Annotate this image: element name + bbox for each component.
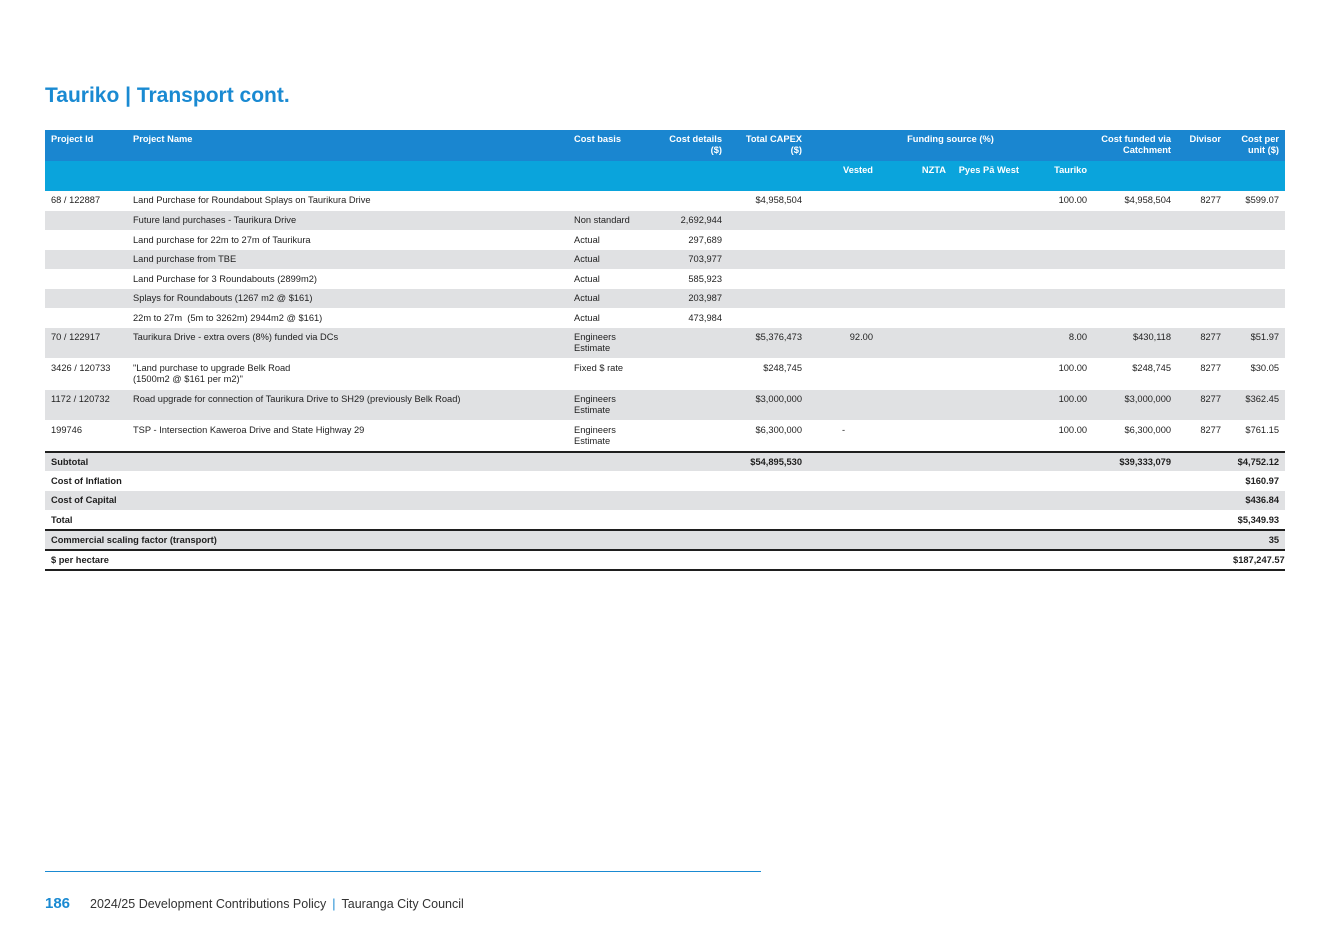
cost-funded (1093, 250, 1177, 270)
divisor: 8277 (1177, 359, 1227, 390)
project-id: 68 / 122887 (45, 191, 127, 211)
cost-details (653, 390, 728, 421)
project-id (45, 269, 127, 289)
cost-funded (1093, 269, 1177, 289)
total-capex (728, 269, 808, 289)
table-subheader-row (45, 161, 1285, 191)
cost-funded: $3,000,000 (1093, 390, 1177, 421)
tauriko: 100.00 (1025, 359, 1093, 390)
nzta (879, 211, 952, 231)
project-name: Land purchase for 22m to 27m of Taurikura (127, 230, 568, 250)
header-divisor: Divisor (1177, 130, 1227, 161)
cost-details: 473,984 (653, 308, 728, 328)
divisor (1177, 230, 1227, 250)
vested (808, 390, 879, 421)
subtotal-label: Subtotal (45, 452, 728, 472)
cost-basis: Engineers Estimate (568, 328, 653, 359)
inflation-label: Cost of Inflation (45, 471, 1227, 491)
divisor: 8277 (1177, 421, 1227, 452)
pyes-pa-west (952, 191, 1025, 211)
tauriko (1025, 211, 1093, 231)
project-name: Road upgrade for connection of Taurikura Drive to SH29 (previously Belk Road) (127, 390, 568, 421)
total-capex (728, 250, 808, 270)
pyes-pa-west (952, 390, 1025, 421)
cost-details: 297,689 (653, 230, 728, 250)
project-id (45, 211, 127, 231)
cost-per-unit (1227, 211, 1285, 231)
scaling-row (45, 530, 1285, 550)
cost-basis: Actual (568, 289, 653, 309)
cost-per-unit: $362.45 (1227, 390, 1285, 421)
total-label: Total (45, 510, 1227, 530)
header-cost-basis: Cost basis (568, 130, 653, 161)
cost-basis: Actual (568, 269, 653, 289)
cost-basis: Non standard (568, 211, 653, 231)
nzta (879, 328, 952, 359)
total-capex (728, 211, 808, 231)
tauriko: 8.00 (1025, 328, 1093, 359)
cost-per-unit (1227, 250, 1285, 270)
subtotal-funded: $39,333,079 (1093, 452, 1177, 472)
footer-divider (45, 871, 761, 872)
page-footer (45, 895, 464, 912)
cost-funded: $248,745 (1093, 359, 1177, 390)
tauriko: 100.00 (1025, 390, 1093, 421)
divisor (1177, 289, 1227, 309)
nzta (879, 191, 952, 211)
table-row (45, 390, 1285, 421)
cost-basis: Actual (568, 230, 653, 250)
project-id (45, 308, 127, 328)
total-capex: $4,958,504 (728, 191, 808, 211)
total-capex (728, 230, 808, 250)
table-row (45, 308, 1285, 328)
footer-organisation: Tauranga City Council (341, 897, 464, 911)
vested (808, 308, 879, 328)
scaling-value: 35 (1227, 530, 1285, 550)
project-id (45, 250, 127, 270)
cost-per-unit: $30.05 (1227, 359, 1285, 390)
cost-details: 703,977 (653, 250, 728, 270)
total-capex: $6,300,000 (728, 421, 808, 452)
header-cost-details: Cost details ($) (653, 130, 728, 161)
cost-per-unit: $51.97 (1227, 328, 1285, 359)
pyes-pa-west (952, 269, 1025, 289)
tauriko: 100.00 (1025, 421, 1093, 452)
capital-row (45, 491, 1285, 511)
tauriko (1025, 289, 1093, 309)
project-name: Land Purchase for 3 Roundabouts (2899m2) (127, 269, 568, 289)
cost-funded (1093, 211, 1177, 231)
transport-cost-table (45, 130, 1285, 571)
cost-per-unit: $761.15 (1227, 421, 1285, 452)
table-row (45, 191, 1285, 211)
project-id: 1172 / 120732 (45, 390, 127, 421)
subtotal-capex: $54,895,530 (728, 452, 808, 472)
header-pyes-pa-west: Pyes Pā West (952, 161, 1025, 191)
total-value: $5,349.93 (1227, 510, 1285, 530)
nzta (879, 308, 952, 328)
page-title: Tauriko | Transport cont. (45, 84, 290, 107)
footer-document-title: 2024/25 Development Contributions Policy (90, 897, 327, 911)
cost-funded: $4,958,504 (1093, 191, 1177, 211)
vested: - (808, 421, 879, 452)
cost-per-unit (1227, 308, 1285, 328)
subtotal-per-unit: $4,752.12 (1227, 452, 1285, 472)
cost-funded (1093, 289, 1177, 309)
header-cost-per-unit: Cost per unit ($) (1227, 130, 1285, 161)
nzta (879, 289, 952, 309)
nzta (879, 421, 952, 452)
cost-details (653, 421, 728, 452)
cost-details (653, 359, 728, 390)
project-name: "Land purchase to upgrade Belk Road (1500m2 @ $161 per m2)" (127, 359, 568, 390)
table-row (45, 421, 1285, 452)
cost-details: 203,987 (653, 289, 728, 309)
cost-details: 585,923 (653, 269, 728, 289)
table-row (45, 211, 1285, 231)
cost-basis (568, 191, 653, 211)
per-hectare-row (45, 550, 1285, 570)
table-row (45, 250, 1285, 270)
vested (808, 359, 879, 390)
divisor (1177, 250, 1227, 270)
header-nzta: NZTA (879, 161, 952, 191)
vested (808, 250, 879, 270)
project-name: TSP - Intersection Kaweroa Drive and State Highway 29 (127, 421, 568, 452)
header-total-capex: Total CAPEX ($) (728, 130, 808, 161)
total-capex (728, 289, 808, 309)
pyes-pa-west (952, 250, 1025, 270)
tauriko (1025, 308, 1093, 328)
table-row (45, 289, 1285, 309)
vested (808, 289, 879, 309)
table-row (45, 359, 1285, 390)
cost-basis: Actual (568, 250, 653, 270)
pyes-pa-west (952, 308, 1025, 328)
cost-basis: Actual (568, 308, 653, 328)
cost-funded: $430,118 (1093, 328, 1177, 359)
total-capex: $248,745 (728, 359, 808, 390)
cost-details: 2,692,944 (653, 211, 728, 231)
header-project-id: Project Id (45, 130, 127, 161)
nzta (879, 250, 952, 270)
tauriko (1025, 269, 1093, 289)
cost-per-unit (1227, 289, 1285, 309)
per-hectare-label: $ per hectare (45, 550, 1227, 570)
project-name: Future land purchases - Taurikura Drive (127, 211, 568, 231)
divisor (1177, 269, 1227, 289)
project-id (45, 289, 127, 309)
capital-value: $436.84 (1227, 491, 1285, 511)
divisor (1177, 308, 1227, 328)
vested (808, 211, 879, 231)
divisor (1177, 211, 1227, 231)
project-name: Taurikura Drive - extra overs (8%) funded via DCs (127, 328, 568, 359)
cost-details (653, 191, 728, 211)
per-hectare-value: $187,247.57 (1227, 550, 1285, 570)
project-id: 199746 (45, 421, 127, 452)
scaling-label: Commercial scaling factor (transport) (45, 530, 1227, 550)
project-id: 3426 / 120733 (45, 359, 127, 390)
project-name: Land purchase from TBE (127, 250, 568, 270)
total-capex (728, 308, 808, 328)
pyes-pa-west (952, 328, 1025, 359)
cost-per-unit: $599.07 (1227, 191, 1285, 211)
tauriko: 100.00 (1025, 191, 1093, 211)
vested (808, 230, 879, 250)
cost-per-unit (1227, 230, 1285, 250)
table-row (45, 269, 1285, 289)
project-id (45, 230, 127, 250)
header-project-name: Project Name (127, 130, 568, 161)
nzta (879, 390, 952, 421)
project-name: 22m to 27m (5m to 3262m) 2944m2 @ $161) (127, 308, 568, 328)
table-row (45, 328, 1285, 359)
divisor: 8277 (1177, 191, 1227, 211)
pyes-pa-west (952, 359, 1025, 390)
vested (808, 191, 879, 211)
total-capex: $3,000,000 (728, 390, 808, 421)
pyes-pa-west (952, 421, 1025, 452)
nzta (879, 230, 952, 250)
project-name: Land Purchase for Roundabout Splays on Taurikura Drive (127, 191, 568, 211)
cost-basis: Fixed $ rate (568, 359, 653, 390)
pyes-pa-west (952, 289, 1025, 309)
project-id: 70 / 122917 (45, 328, 127, 359)
cost-funded: $6,300,000 (1093, 421, 1177, 452)
cost-details (653, 328, 728, 359)
header-funding-source: Funding source (%) (808, 130, 1093, 161)
nzta (879, 269, 952, 289)
tauriko (1025, 250, 1093, 270)
table-header-row (45, 130, 1285, 161)
pyes-pa-west (952, 211, 1025, 231)
cost-funded (1093, 308, 1177, 328)
divisor: 8277 (1177, 390, 1227, 421)
divisor: 8277 (1177, 328, 1227, 359)
cost-per-unit (1227, 269, 1285, 289)
capital-label: Cost of Capital (45, 491, 1227, 511)
project-name: Splays for Roundabouts (1267 m2 @ $161) (127, 289, 568, 309)
nzta (879, 359, 952, 390)
header-tauriko: Tauriko (1025, 161, 1093, 191)
cost-funded (1093, 230, 1177, 250)
inflation-row (45, 471, 1285, 491)
total-capex: $5,376,473 (728, 328, 808, 359)
inflation-value: $160.97 (1227, 471, 1285, 491)
vested: 92.00 (808, 328, 879, 359)
footer-separator: | (332, 897, 336, 911)
vested (808, 269, 879, 289)
header-vested: Vested (808, 161, 879, 191)
cost-basis: Engineers Estimate (568, 390, 653, 421)
total-row (45, 510, 1285, 530)
header-cost-funded: Cost funded via Catchment (1093, 130, 1177, 161)
cost-basis: Engineers Estimate (568, 421, 653, 452)
subtotal-row (45, 452, 1285, 472)
pyes-pa-west (952, 230, 1025, 250)
tauriko (1025, 230, 1093, 250)
page-number: 186 (45, 895, 71, 912)
table-row (45, 230, 1285, 250)
